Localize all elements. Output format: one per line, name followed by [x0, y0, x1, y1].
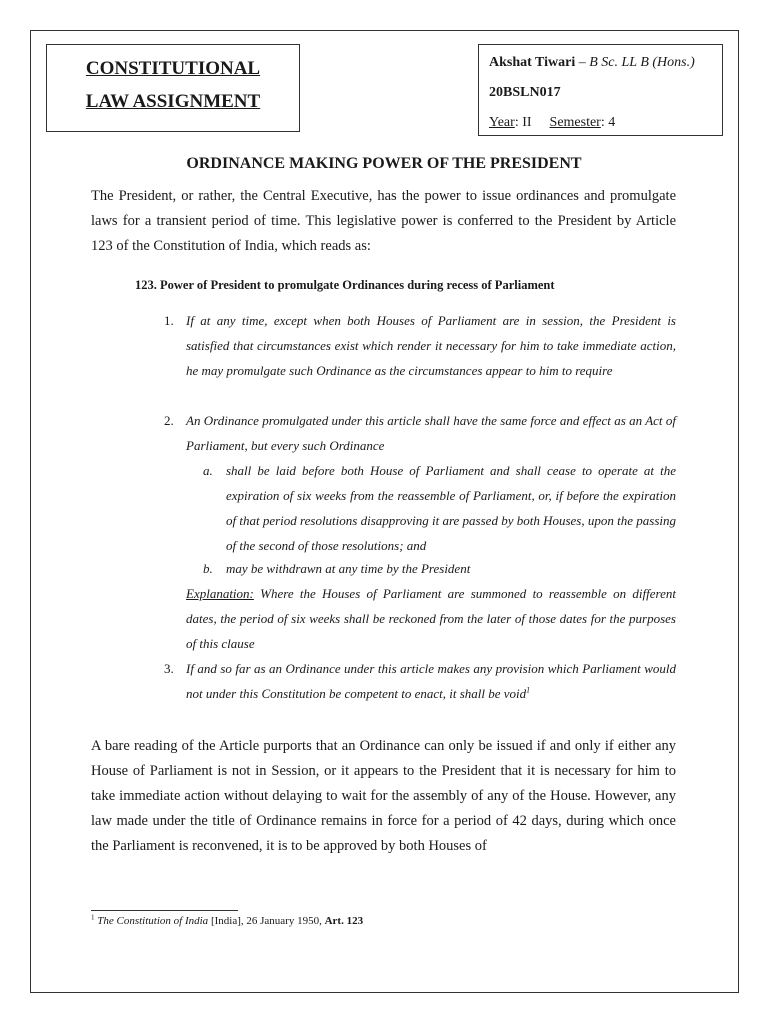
clause-1-number: 1.	[164, 313, 174, 328]
author-name: Akshat Tiwari	[489, 55, 576, 70]
clause-2-number: 2.	[164, 413, 174, 428]
semester-value: : 4	[600, 115, 616, 130]
clause-3-text	[186, 656, 676, 706]
clause-2-text: An Ordinance promulgated under this article shall have the same force and effect as an Act of Parliament, but every such Ordinance	[186, 413, 676, 453]
intro-paragraph: The President, or rather, the Central Executive, has the power to issue ordinances and promulgate laws for a transient period of time. This legislative power is conferred to the President by Article 123 of the Constitution of India, which reads as:	[91, 188, 676, 254]
footnote-article: Art. 123	[324, 915, 364, 927]
author-line	[489, 55, 695, 71]
title-box	[46, 44, 300, 132]
sub-clause-a-text: shall be laid before both House of Parliament and shall cease to operate at the expiration of six weeks from the reassemble of Parliament, or, if before the expiration of that period resolutions disapproving it are passed by both Houses, upon the passing of the second of those resolutions; and	[226, 463, 676, 553]
clause-3-number: 3.	[164, 661, 174, 676]
article-title: 123. Power of President to promulgate Ordinances during recess of Parliament	[135, 278, 555, 292]
footnote-divider	[91, 910, 238, 911]
degree: B Sc. LL B (Hons.)	[589, 55, 695, 70]
sub-clause-a-number: a.	[203, 463, 213, 478]
student-info-box	[478, 44, 723, 136]
title-line-2: LAW ASSIGNMENT	[85, 91, 261, 112]
explanation-text: Where the Houses of Parliament are summoned to reassemble on different dates, the period of six weeks shall be reckoned from the later of those dates for the purposes of this clause	[186, 586, 676, 651]
year-value: : II	[514, 115, 532, 130]
sub-clause-b-text: may be withdrawn at any time by the President	[226, 561, 471, 576]
explanation-label: Explanation:	[186, 586, 254, 601]
roll-number: 20BSLN017	[489, 85, 561, 100]
year-semester-line	[489, 115, 615, 131]
body-paragraph: A bare reading of the Article purports that an Ordinance can only be issued if and only if either any House of Parliament is not in Session, or it appears to the President that it is necessary for him to take immediate action without delaying to wait for the assembly of any of the House. However, any law made under the title of Ordinance remains in force for a period of 42 days, during which once the Parliament is reconvened, it is to be approved by both Houses of	[91, 738, 676, 854]
explanation	[186, 581, 676, 656]
page-heading: ORDINANCE MAKING POWER OF THE PRESIDENT	[186, 155, 582, 172]
footnote-number: 1	[91, 913, 95, 922]
footnote	[91, 915, 363, 927]
clause-1-text: If at any time, except when both Houses of Parliament are in session, the President is satisfied that circumstances exist which render it necessary for him to take immediate action, he may promulgate such Ordinance as the circumstances appear to him to require	[186, 313, 676, 378]
footnote-rest: [India], 26 January 1950,	[208, 915, 325, 927]
footnote-source: The Constitution of India	[97, 915, 209, 927]
title-line-1: CONSTITUTIONAL	[85, 58, 261, 79]
sub-clause-b-number: b.	[203, 561, 213, 576]
semester-label: Semester	[549, 115, 601, 130]
year-label: Year	[489, 115, 515, 130]
clause-3-body: If and so far as an Ordinance under this article makes any provision which Parliament would not under this Constitution be competent to enact, it shall be void	[186, 661, 676, 701]
footnote-reference[interactable]: 1	[526, 685, 531, 695]
author-separator: –	[575, 55, 590, 70]
